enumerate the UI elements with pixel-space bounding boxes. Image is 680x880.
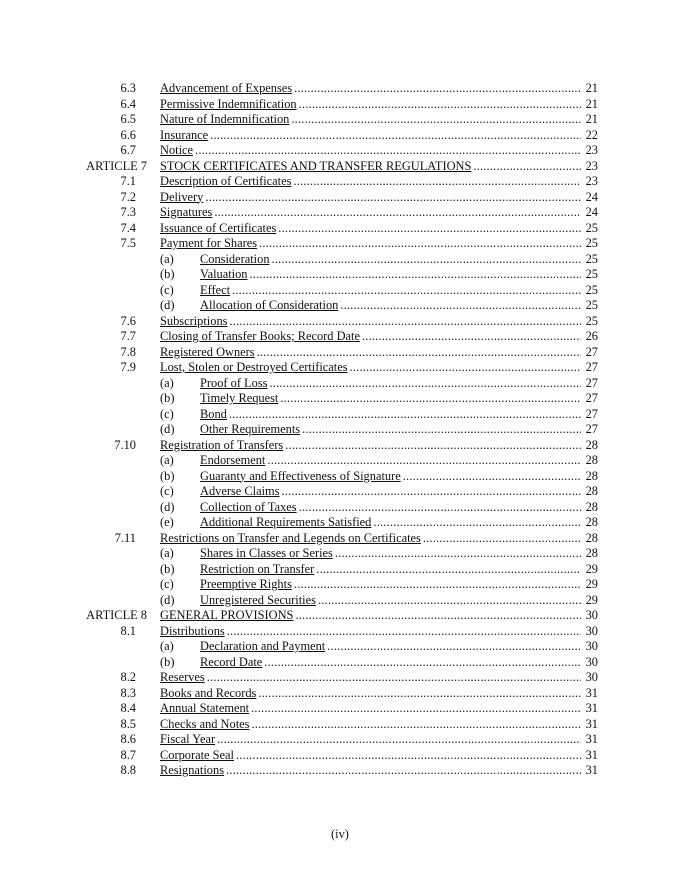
dot-leader [403,469,581,485]
toc-entry[interactable] [0,593,680,609]
toc-entry-body [200,562,581,578]
toc-entry-body [160,205,581,221]
toc-page-number: 29 [582,577,598,593]
toc-entry[interactable] [0,112,680,128]
toc-page-number: 30 [582,639,598,655]
toc-entry-title-link[interactable]: Payment for Shares [160,236,258,250]
section-number: 8.6 [120,732,136,746]
toc-entry-body [160,112,581,128]
toc-entry[interactable] [0,469,680,485]
toc-entry-title-link[interactable]: Unregistered Securities [200,592,316,607]
toc-entry-body [200,469,581,485]
toc-entry-title-link[interactable]: Preemptive Rights [200,577,292,591]
toc-entry[interactable] [0,329,680,345]
toc-entry[interactable] [0,174,680,190]
dot-leader [316,562,581,578]
section-number: 7.11 [114,530,136,545]
toc-entry-title-link[interactable]: Effect [200,282,231,297]
dot-leader [294,81,581,97]
section-number: 7.2 [120,189,136,204]
section-number: 7.7 [120,329,136,343]
toc-page-number: 30 [582,655,598,671]
toc-entry-title-link[interactable]: Signatures [160,205,213,219]
toc-entry[interactable] [0,639,680,655]
section-number: 7.10 [114,437,136,452]
subsection-letter: (b) [160,391,175,405]
toc-entry-body [160,624,581,640]
dot-leader [214,205,581,221]
section-number: 7.5 [120,236,136,250]
toc-page-number: 28 [582,438,598,454]
toc-entry-body [200,577,581,593]
dot-leader [291,112,581,128]
toc-entry[interactable] [0,345,680,361]
toc-entry-title-link[interactable]: Record Date [200,654,263,669]
toc-entry-body [200,422,581,438]
toc-entry-title-link[interactable]: Checks and Notes [160,716,250,731]
toc-entry-title-link[interactable]: Issuance of Certificates [160,220,277,235]
dot-leader [205,190,581,206]
toc-page-number: 21 [582,97,598,113]
toc-page-number: 23 [582,174,598,190]
section-number: 7.8 [120,344,136,359]
toc-entry-title-link[interactable]: Lost, Stolen or Destroyed Certificates [160,360,348,374]
toc-entry[interactable] [0,763,680,779]
toc-entry-title-link[interactable]: Fiscal Year [160,732,216,746]
toc-page-number: 31 [582,717,598,733]
article-number: ARTICLE 8 [86,608,147,622]
toc-entry-title-link[interactable]: Declaration and Payment [200,639,326,653]
toc-entry-body [160,314,581,330]
toc-entry[interactable] [0,97,680,113]
toc-entry[interactable] [0,422,680,438]
subsection-letter: (d) [160,592,175,607]
toc-entry-body [200,546,581,562]
toc-entry-title-link[interactable]: Shares in Classes or Series [200,546,333,560]
subsection-letter: (c) [160,484,174,498]
subsection-letter: (e) [160,515,174,529]
subsection-letter: (b) [160,654,175,669]
toc-entry-body [160,345,581,361]
toc-entry[interactable] [0,515,680,531]
toc-page-number: 30 [582,670,598,686]
toc-entry-title-link[interactable]: Books and Records [160,685,257,700]
section-number: 8.1 [120,623,136,638]
toc-page-number: 25 [582,221,598,237]
toc-page-number: 31 [582,732,598,748]
dot-leader [285,438,581,454]
toc-entry-body [200,515,581,531]
subsection-letter: (c) [160,282,174,297]
dot-leader [350,360,581,376]
dot-leader [473,159,581,175]
section-number: 8.8 [120,763,136,777]
toc-entry-title-link[interactable]: Restrictions on Transfer and Legends on Certificates [160,530,421,545]
toc-entry-title-link[interactable]: Allocation of Consideration [200,298,339,312]
dot-leader [259,236,581,252]
toc-entry-title-link[interactable]: Guaranty and Effectiveness of Signature [200,468,401,483]
toc-entry-body [200,484,581,500]
toc-entry[interactable] [0,236,680,252]
toc-entry[interactable] [0,267,680,283]
section-number: 6.5 [120,112,136,126]
toc-entry-title-link[interactable]: Registered Owners [160,344,255,359]
section-number: 6.3 [120,81,136,95]
table-of-contents [0,81,680,779]
toc-entry-body [200,453,581,469]
toc-entry[interactable] [0,484,680,500]
toc-page-number: 27 [582,376,598,392]
toc-entry-body [160,763,581,779]
section-number: 7.3 [120,205,136,219]
dot-leader [236,748,581,764]
toc-entry-title-link[interactable]: Other Requirements [200,422,301,436]
toc-page-number: 31 [582,763,598,779]
dot-leader [257,345,581,361]
dot-leader [229,314,581,330]
toc-entry-title-link[interactable]: Bond [200,406,227,421]
toc-entry[interactable] [0,298,680,314]
dot-leader [258,686,581,702]
toc-entry-body [160,701,581,717]
toc-page-number: 31 [582,701,598,717]
toc-entry-title-link[interactable]: Description of Certificates [160,174,292,188]
dot-leader [251,701,581,717]
toc-page-number: 25 [582,252,598,268]
subsection-letter: (b) [160,468,175,483]
toc-entry-title-link[interactable]: Registration of Transfers [160,437,284,452]
toc-entry[interactable] [0,701,680,717]
toc-entry-body [200,376,581,392]
toc-page-number: 28 [582,515,598,531]
toc-page-number: 27 [582,345,598,361]
dot-leader [293,174,581,190]
toc-entry-body [200,639,581,655]
toc-entry-body [160,686,581,702]
toc-entry-body [200,267,581,283]
toc-entry[interactable] [0,128,680,144]
toc-entry-title-link[interactable]: STOCK CERTIFICATES AND TRANSFER REGULATIONS [160,158,472,173]
subsection-letter: (b) [160,267,175,281]
toc-entry-title-link[interactable]: Notice [160,143,194,157]
toc-entry-body [160,81,581,97]
toc-entry[interactable] [0,221,680,237]
dot-leader [295,608,581,624]
toc-page-number: 24 [582,205,598,221]
toc-entry-body [160,190,581,206]
toc-page-number: 25 [582,298,598,314]
dot-leader [302,422,581,438]
toc-entry-title-link[interactable]: Closing of Transfer Books; Record Date [160,329,360,343]
toc-entry[interactable] [0,143,680,159]
toc-entry-body [160,360,581,376]
toc-entry-body [160,748,581,764]
toc-entry-title-link[interactable]: Nature of Indemnification [160,112,290,126]
toc-entry[interactable] [0,159,680,175]
section-number: 6.6 [120,127,136,142]
dot-leader [318,593,581,609]
toc-page-number: 23 [582,143,598,159]
toc-page-number: 28 [582,484,598,500]
article-number: ARTICLE 7 [86,158,147,173]
toc-entry-body [160,128,581,144]
toc-entry-body [160,174,581,190]
toc-entry-body [160,97,581,113]
dot-leader [280,391,581,407]
dot-leader [217,732,581,748]
toc-entry[interactable] [0,732,680,748]
dot-leader [195,143,581,159]
subsection-letter: (a) [160,546,174,560]
toc-entry-body [160,438,581,454]
dot-leader [226,763,581,779]
toc-page-number: 27 [582,360,598,376]
toc-page-number: 21 [582,112,598,128]
subsection-letter: (a) [160,639,174,653]
toc-entry-body [160,236,581,252]
toc-entry[interactable] [0,283,680,299]
toc-entry-title-link[interactable]: Subscriptions [160,313,228,328]
section-number: 6.4 [120,96,136,111]
toc-page-number: 27 [582,391,598,407]
toc-entry-title-link[interactable]: Insurance [160,127,209,142]
section-number: 8.5 [120,716,136,731]
dot-leader [373,515,581,531]
dot-leader [251,717,581,733]
toc-entry-title-link[interactable]: Restriction on Transfer [200,561,315,576]
toc-entry[interactable] [0,376,680,392]
toc-page-number: 26 [582,329,598,345]
section-number: 8.2 [120,670,136,684]
section-number: 6.7 [120,143,136,157]
toc-entry[interactable] [0,205,680,221]
toc-entry[interactable] [0,81,680,97]
dot-leader [207,670,581,686]
dot-leader [250,267,582,283]
toc-page-number: 27 [582,422,598,438]
toc-entry-body [160,670,581,686]
toc-entry-title-link[interactable]: Resignations [160,763,225,777]
dot-leader [335,546,581,562]
toc-entry-body [200,655,581,671]
toc-entry-body [160,159,581,175]
page-number-footer: (iv) [331,827,349,841]
toc-entry-title-link[interactable]: Delivery [160,189,204,204]
toc-entry[interactable] [0,608,680,624]
toc-entry-body [160,717,581,733]
toc-page-number: 29 [582,593,598,609]
section-number: 7.9 [120,360,136,374]
toc-entry-body [200,252,581,268]
toc-entry-title-link[interactable]: Timely Request [200,391,279,405]
dot-leader [423,531,581,547]
dot-leader [299,97,581,113]
toc-entry-title-link[interactable]: Collection of Taxes [200,499,297,514]
toc-entry-body [200,500,581,516]
dot-leader [294,577,581,593]
toc-entry[interactable] [0,546,680,562]
dot-leader [229,407,581,423]
toc-page-number: 24 [582,190,598,206]
toc-entry[interactable] [0,562,680,578]
section-number: 7.1 [120,174,136,188]
toc-entry-title-link[interactable]: Proof of Loss [200,375,268,390]
toc-entry-body [160,221,581,237]
toc-entry-title-link[interactable]: GENERAL PROVISIONS [160,608,294,622]
toc-entry[interactable] [0,655,680,671]
toc-entry[interactable] [0,453,680,469]
toc-page-number: 31 [582,748,598,764]
subsection-letter: (c) [160,406,174,421]
dot-leader [264,655,581,671]
toc-page-number: 28 [582,469,598,485]
toc-entry-title-link[interactable]: Adverse Claims [200,484,280,498]
subsection-letter: (a) [160,453,174,467]
dot-leader [227,624,581,640]
section-number: 7.4 [120,220,136,235]
toc-entry-title-link[interactable]: Permissive Indemnification [160,96,297,111]
dot-leader [267,453,581,469]
toc-entry[interactable] [0,748,680,764]
toc-entry[interactable] [0,577,680,593]
toc-page-number: 28 [582,531,598,547]
dot-leader [340,298,581,314]
toc-entry-title-link[interactable]: Reserves [160,670,205,684]
subsection-letter: (d) [160,298,175,312]
toc-entry[interactable] [0,391,680,407]
toc-entry-title-link[interactable]: Distributions [160,623,225,638]
toc-page-number: 28 [582,500,598,516]
toc-page-number: 25 [582,236,598,252]
toc-entry[interactable] [0,314,680,330]
subsection-letter: (d) [160,422,175,436]
toc-entry-body [200,593,581,609]
toc-page-number: 25 [582,283,598,299]
toc-page-number: 25 [582,314,598,330]
toc-entry[interactable] [0,500,680,516]
toc-entry[interactable] [0,670,680,686]
toc-entry[interactable] [0,252,680,268]
toc-page-number: 22 [582,128,598,144]
section-number: 8.3 [120,685,136,700]
toc-entry-body [200,298,581,314]
toc-entry-title-link[interactable]: Endorsement [200,453,266,467]
toc-page-number: 28 [582,453,598,469]
toc-entry[interactable] [0,624,680,640]
toc-entry-body [200,407,581,423]
toc-entry-body [160,732,581,748]
toc-entry[interactable] [0,407,680,423]
subsection-letter: (c) [160,577,174,591]
toc-page-number: 31 [582,686,598,702]
dot-leader [232,283,581,299]
toc-page-number: 21 [582,81,598,97]
toc-entry[interactable] [0,360,680,376]
section-number: 8.7 [120,747,136,762]
section-number: 8.4 [120,701,136,715]
toc-entry[interactable] [0,438,680,454]
toc-entry[interactable] [0,717,680,733]
toc-entry[interactable] [0,531,680,547]
dot-leader [210,128,581,144]
subsection-letter: (a) [160,375,174,390]
toc-page-number: 29 [582,562,598,578]
toc-entry-title-link[interactable]: Annual Statement [160,701,250,715]
toc-entry-body [200,283,581,299]
subsection-letter: (a) [160,251,174,266]
toc-entry[interactable] [0,190,680,206]
dot-leader [272,252,581,268]
section-number: 7.6 [120,313,136,328]
toc-entry-body [160,531,581,547]
toc-entry-body [160,329,581,345]
toc-page-number: 28 [582,546,598,562]
dot-leader [278,221,581,237]
toc-entry-body [160,143,581,159]
dot-leader [327,639,581,655]
toc-page-number: 30 [582,624,598,640]
toc-entry[interactable] [0,686,680,702]
toc-page-number: 25 [582,267,598,283]
toc-page-number: 30 [582,608,598,624]
dot-leader [282,484,582,500]
toc-entry-body [200,391,581,407]
toc-entry-title-link[interactable]: Consideration [200,251,270,266]
toc-page-number: 23 [582,159,598,175]
dot-leader [362,329,581,345]
toc-page-number: 27 [582,407,598,423]
toc-entry-title-link[interactable]: Corporate Seal [160,747,234,762]
dot-leader [269,376,581,392]
toc-entry-title-link[interactable]: Advancement of Expenses [160,81,293,95]
toc-entry-body [160,608,581,624]
toc-entry-title-link[interactable]: Additional Requirements Satisfied [200,515,372,529]
subsection-letter: (b) [160,561,175,576]
toc-entry-title-link[interactable]: Valuation [200,267,248,281]
dot-leader [299,500,581,516]
subsection-letter: (d) [160,499,175,514]
